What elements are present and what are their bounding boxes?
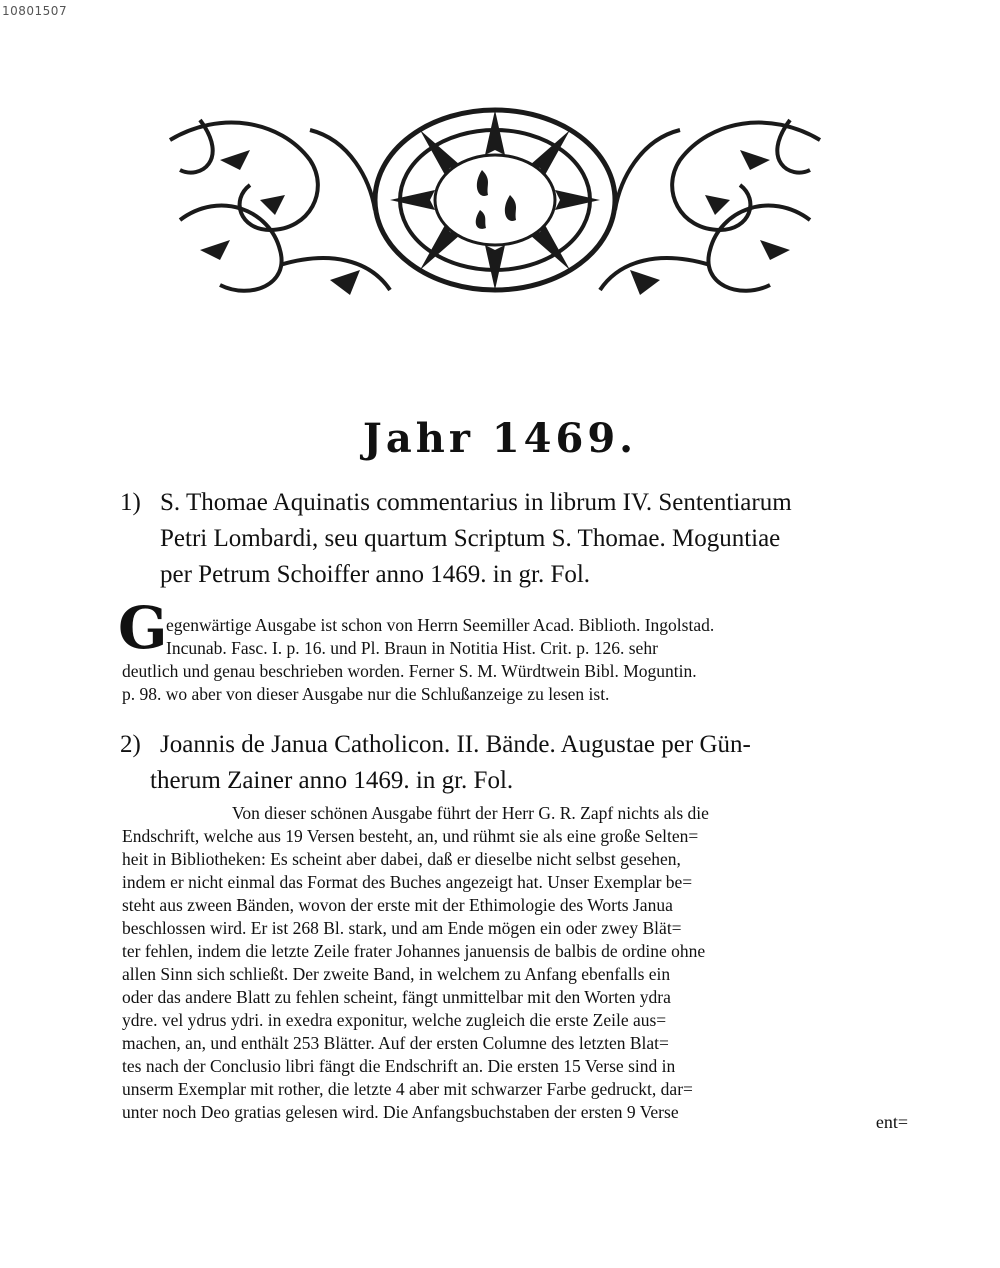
paragraph-1-line-group bbox=[166, 614, 906, 660]
catchword: ent= bbox=[875, 1112, 908, 1132]
paragraph-2 bbox=[122, 802, 907, 1124]
entry-2-title-line: Joannis de Janua Catholicon. II. Bände. Augustae per Gün- bbox=[160, 731, 751, 758]
paragraph-2-line: heit in Bibliotheken: Es scheint aber dabei, daß er dieselbe nicht selbst gesehen, bbox=[122, 849, 681, 869]
entry-2-title bbox=[120, 727, 910, 799]
year-heading: Jahr 1469. bbox=[362, 415, 638, 462]
paragraph-2-line: Von dieser schönen Ausgabe führt der Herr G. R. Zapf nichts als die bbox=[232, 803, 709, 823]
paragraph-2-line: unserm Exemplar mit rother, die letzte 4 aber mit schwarzer Farbe gedruckt, dar= bbox=[122, 1079, 693, 1099]
paragraph-2-line: steht aus zween Bänden, wovon der erste mit der Ethimologie des Worts Janua bbox=[122, 895, 673, 915]
paragraph-1-line: deutlich und genau beschrieben worden. Ferner S. M. Würdtwein Bibl. Moguntin. bbox=[122, 661, 697, 681]
entry-1-title-line: S. Thomae Aquinatis commentarius in librum IV. Sententiarum bbox=[160, 489, 792, 516]
paragraph-2-line: Endschrift, welche aus 19 Versen besteht, an, und rühmt sie als eine große Selten= bbox=[122, 826, 699, 846]
entry-1-title bbox=[120, 485, 910, 593]
scan-id: 10801507 bbox=[2, 4, 68, 18]
entry-1-title-line: Petri Lombardi, seu quartum Scriptum S. Thomae. Moguntiae bbox=[160, 525, 781, 552]
paragraph-1-line: egenwärtige Ausgabe ist schon von Herrn Seemiller Acad. Biblioth. Ingolstad. bbox=[166, 615, 715, 635]
paragraph-1-line-group-2 bbox=[122, 660, 907, 706]
paragraph-2-line: allen Sinn sich schließt. Der zweite Band, in welchem zu Anfang ebenfalls ein bbox=[122, 964, 671, 984]
paragraph-2-line: oder das andere Blatt zu fehlen scheint, fängt unmittelbar mit den Worten ydra bbox=[122, 987, 671, 1007]
paragraph-1-line: Incunab. Fasc. I. p. 16. und Pl. Braun in Notitia Hist. Crit. p. 126. sehr bbox=[166, 638, 658, 658]
decorative-headpiece-ornament bbox=[160, 100, 830, 310]
paragraph-2-line: ter fehlen, indem die letzte Zeile frater Johannes januensis de balbis de ordine ohne bbox=[122, 941, 706, 961]
paragraph-2-line: beschlossen wird. Er ist 268 Bl. stark, und am Ende mögen ein oder zwey Blät= bbox=[122, 918, 682, 938]
paragraph-2-line: tes nach der Conclusio libri fängt die Endschrift an. Die ersten 15 Verse sind in bbox=[122, 1056, 676, 1076]
paragraph-2-line: unter noch Deo gratias gelesen wird. Die Anfangsbuchstaben der ersten 9 Verse bbox=[122, 1102, 679, 1122]
paragraph-2-line: indem er nicht einmal das Format des Buches angezeigt hat. Unser Exemplar be= bbox=[122, 872, 693, 892]
paragraph-1-line: p. 98. wo aber von dieser Ausgabe nur die Schlußanzeige zu lesen ist. bbox=[122, 684, 610, 704]
entry-2-title-line: therum Zainer anno 1469. in gr. Fol. bbox=[150, 767, 514, 794]
entry-1-number: 1) bbox=[120, 489, 141, 516]
entry-2-number: 2) bbox=[120, 731, 141, 758]
paragraph-2-line: ydre. vel ydrus ydri. in exedra exponitur, welche zugleich die erste Zeile aus= bbox=[122, 1010, 667, 1030]
drop-cap: G bbox=[118, 594, 168, 662]
paragraph-2-line: machen, an, und enthält 253 Blätter. Auf der ersten Columne des letzten Blat= bbox=[122, 1033, 669, 1053]
entry-1-title-line: per Petrum Schoiffer anno 1469. in gr. Fol. bbox=[160, 561, 591, 588]
